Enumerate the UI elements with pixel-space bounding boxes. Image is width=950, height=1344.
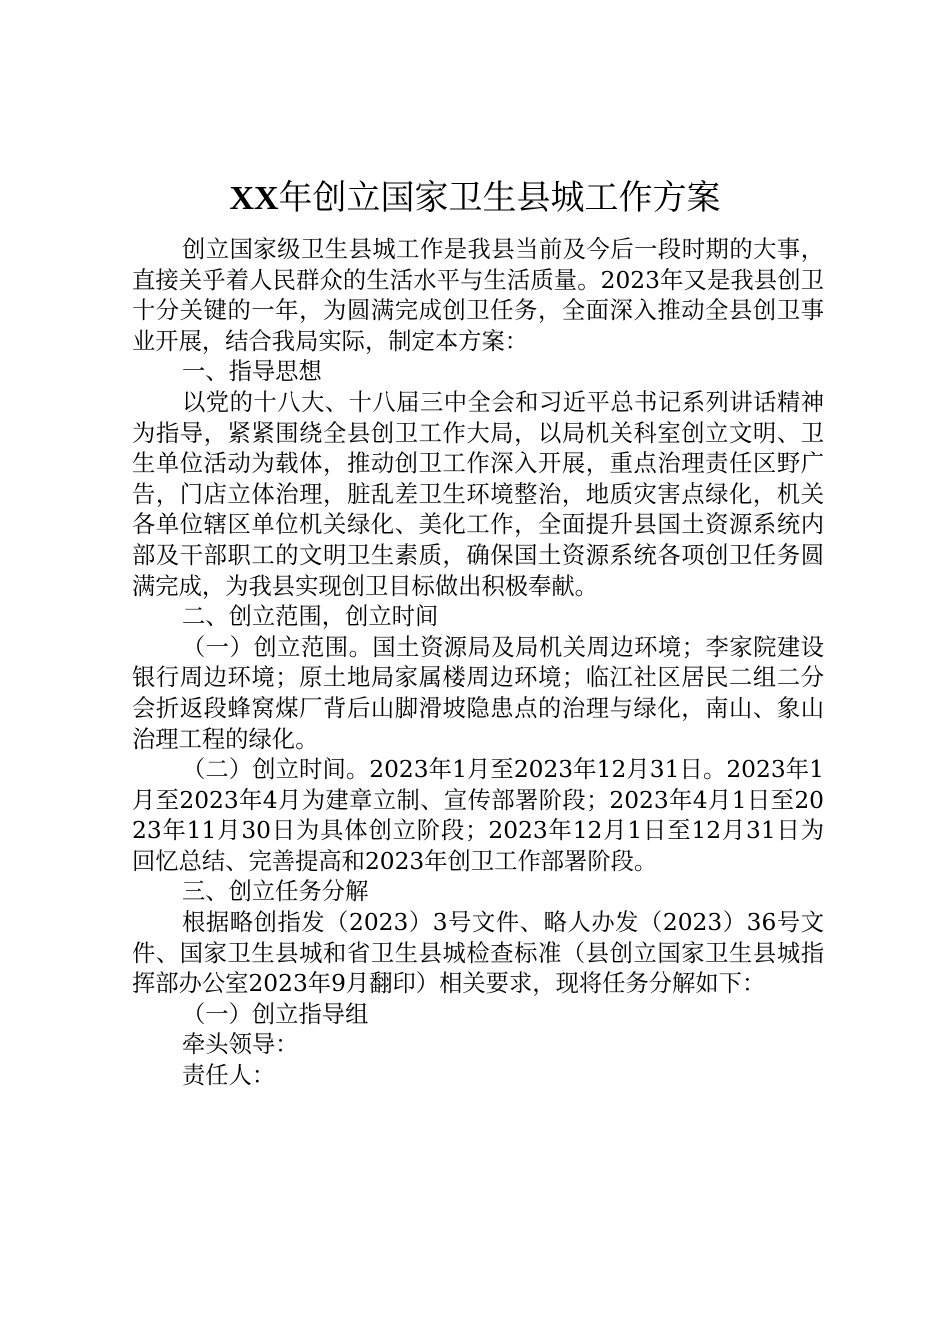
title-prefix: XX (229, 180, 279, 217)
title-text: 年创立国家卫生县城工作方案 (278, 178, 721, 218)
document-body (132, 235, 824, 1092)
task-basis-paragraph: 根据略创指发（2023）3号文件、略人办发（2023）36号文件、国家卫生县城和省卫生县城检查标准（县创立国家卫生县城指挥部办公室2023年9月翻印）相关要求，现将任务分解如下： (132, 909, 824, 998)
section-heading-3: 三、创立任务分解 (182, 878, 369, 906)
guiding-ideology-paragraph: 以党的十八大、十八届三中全会和习近平总书记系列讲话精神为指导，紧紧围绕全县创卫工作大局，以局机关科室创立文明、卫生单位活动为载体，推动创卫工作深入开展，重点治理责任区野广告，门店立体治理，脏乱差卫生环境整治，地质灾害点绿化，机关各单位辖区单位机关绿化、美化工作，全面提升县国土资源系统内部及干部职工的文明卫生素质，确保国土资源系统各项创卫任务圆满完成，为我县实现创卫目标做出积极奉献。 (132, 388, 824, 600)
scope-paragraph: （一）创立范围。国土资源局及局机关周边环境；李家院建设银行周边环境；原土地局家属楼周边环境；临江社区居民二组二分会折返段蜂窝煤厂背后山脚滑坡隐患点的治理与绿化，南山、象山治理工程的绿化。 (132, 633, 824, 753)
intro-paragraph: 创立国家级卫生县城工作是我县当前及今后一段时期的大事，直接关乎着人民群众的生活水平与生活质量。2023年又是我县创卫十分关键的一年，为圆满完成创卫任务，全面深入推动全县创卫事业开展，结合我局实际，制定本方案： (132, 236, 824, 355)
lead-leader-line: 牵头领导： (182, 1031, 299, 1059)
subsection-heading: （一）创立指导组 (182, 1000, 369, 1028)
document-title (0, 176, 950, 221)
section-heading-1: 一、指导思想 (182, 358, 322, 386)
responsible-person-line: 责任人： (182, 1062, 276, 1090)
timeline-paragraph: （二）创立时间。2023年1月至2023年12月31日。2023年1月至2023年4月为建章立制、宣传部署阶段；2023年4月1日至2023年11月30日为具体创立阶段；2023年12月1日至12月31日为回忆总结、完善提高和2023年创卫工作部署阶段。 (132, 756, 825, 875)
section-heading-2: 二、创立范围，创立时间 (182, 603, 439, 631)
